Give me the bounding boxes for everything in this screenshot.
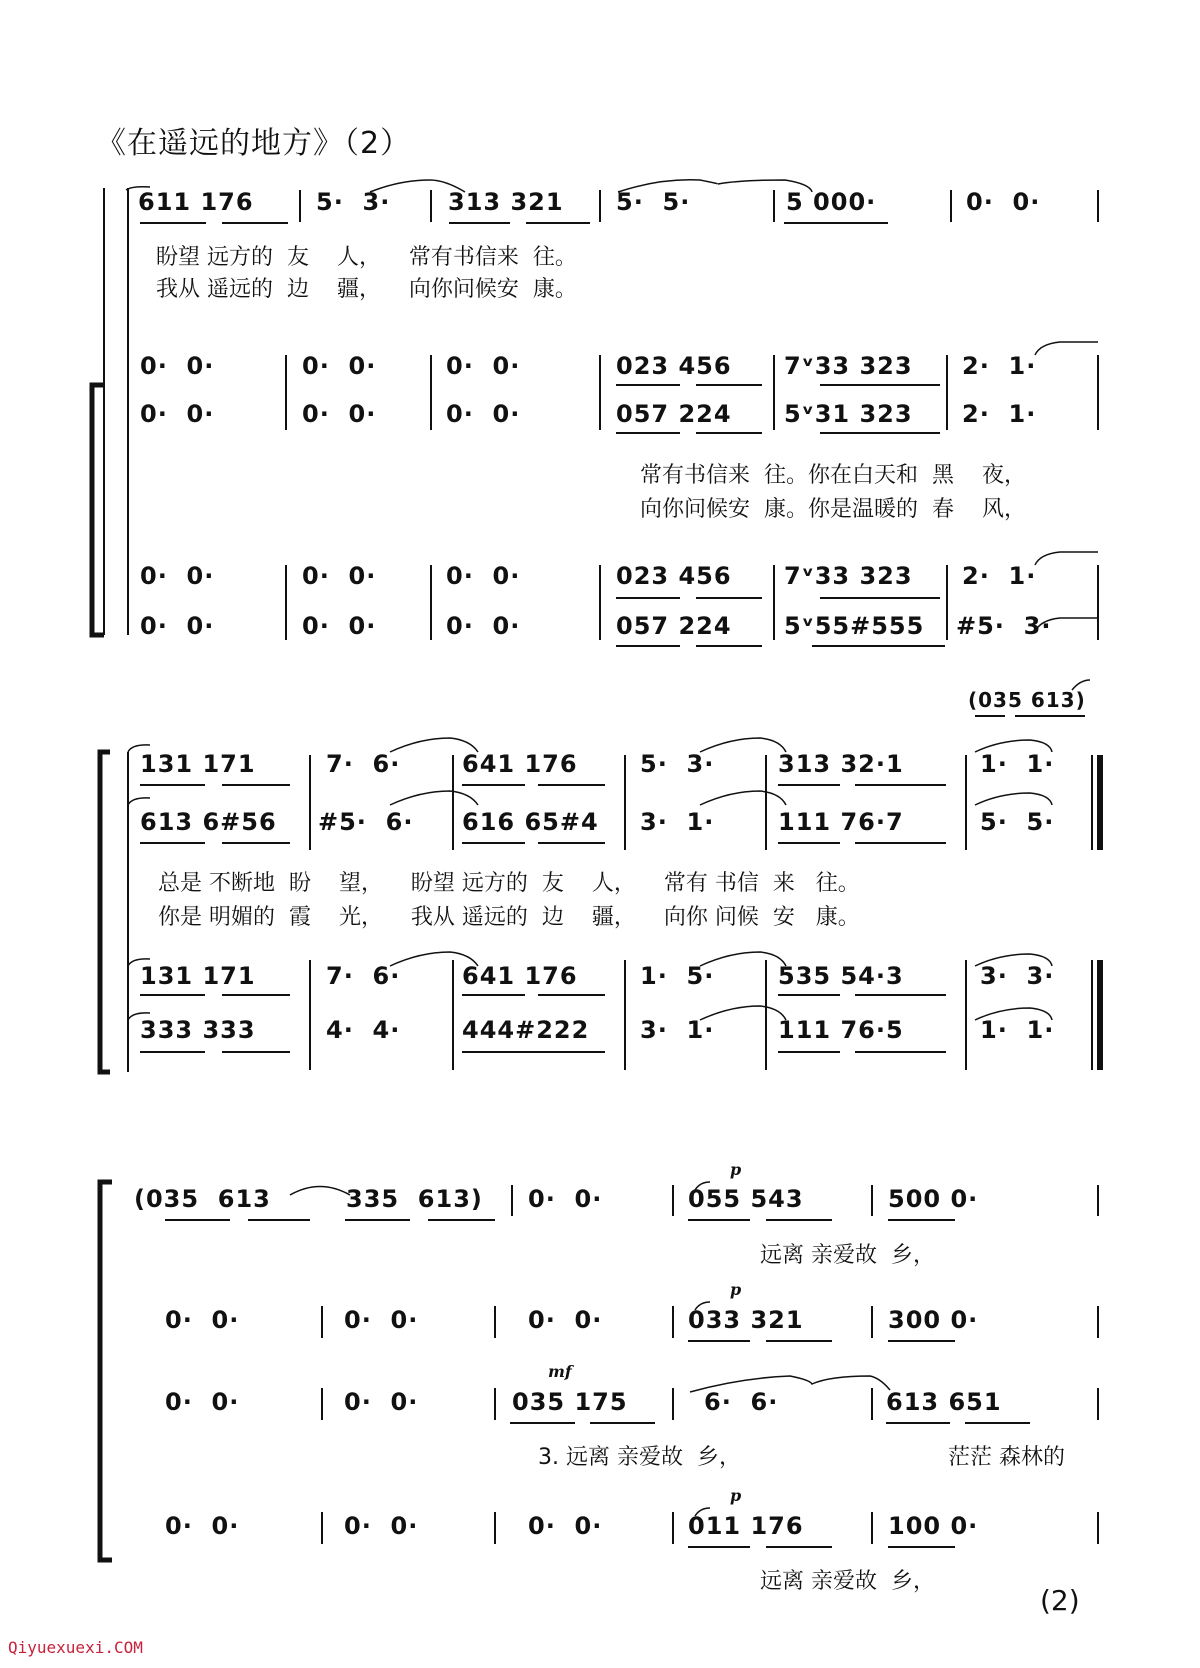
measure: 3· 1· — [640, 808, 715, 836]
dynamic-mark: p — [730, 1160, 742, 1179]
measure: 0· 0· — [165, 1306, 240, 1334]
measure: 611 176 — [138, 188, 254, 216]
measure: 5· 3· — [316, 188, 391, 216]
page-number: (2) — [1040, 1584, 1080, 1617]
lyrics-verse-2: 我从 遥远的 边 疆， 向你问候安 康。 — [156, 277, 577, 302]
measure: 033 321 — [688, 1306, 804, 1334]
dynamic-mark: mf — [548, 1362, 572, 1381]
lyrics: 茫茫 森林的 — [948, 1445, 1065, 1470]
measure: 2· 1· — [962, 352, 1037, 380]
measure: 641 176 — [462, 962, 578, 990]
dynamic-mark: p — [730, 1486, 742, 1505]
measure: 444#222 — [462, 1016, 590, 1044]
lyrics: 远离 亲爱故 乡， — [760, 1569, 935, 1594]
measure: 500 0· — [888, 1185, 979, 1213]
s2-slurs — [128, 680, 1090, 1020]
measure: 5ᵛ55#555 — [784, 612, 925, 640]
measure: 7· 6· — [326, 962, 401, 990]
measure: 0· 0· — [302, 562, 377, 590]
s2-repeat-bars — [1092, 755, 1100, 1070]
measure: 0· 0· — [446, 400, 521, 428]
measure: 131 171 — [140, 962, 256, 990]
measure: 0· 0· — [302, 612, 377, 640]
cue-notes: (035 613) — [968, 688, 1086, 712]
measure: 0· 0· — [140, 352, 215, 380]
measure: 0· 0· — [140, 562, 215, 590]
measure: 0· 0· — [344, 1512, 419, 1540]
choir-brace-bracket — [92, 385, 104, 635]
measure: #5· 6· — [318, 808, 414, 836]
measure: 0· 0· — [446, 352, 521, 380]
s3-beams — [165, 1220, 1030, 1547]
measure: 1· 1· — [980, 1016, 1055, 1044]
measure: 613 651 — [886, 1388, 1002, 1416]
lyrics: 3. 远离 亲爱故 乡， — [538, 1445, 741, 1470]
measure: 0· 0· — [140, 612, 215, 640]
measure: (035 613 — [134, 1185, 271, 1213]
measure: 111 76·7 — [778, 808, 904, 836]
system2-bracket — [100, 752, 110, 1072]
measure: 3· 3· — [980, 962, 1055, 990]
choir-lyrics-verse-2: 向你问候安 康。你是温暖的 春 风， — [640, 497, 1026, 522]
lyrics-verse-1: 盼望 远方的 友 人， 常有书信来 往。 — [156, 245, 577, 270]
score-title: 《在遥远的地方》（2） — [96, 126, 412, 161]
measure: 5· 3· — [640, 750, 715, 778]
measure: 3· 1· — [640, 1016, 715, 1044]
measure: 011 176 — [688, 1512, 804, 1540]
choir-lyrics-verse-1: 常有书信来 往。你在白天和 黑 夜， — [640, 463, 1026, 488]
measure: 057 224 — [616, 400, 732, 428]
lyrics-verse-2: 你是 明媚的 霞 光， 我从 遥远的 边 疆， 向你 问候 安 康。 — [158, 905, 860, 930]
measure: 7ᵛ33 323 — [784, 352, 913, 380]
measure: 5 000· — [786, 188, 877, 216]
measure: 2· 1· — [962, 562, 1037, 590]
measure: 6· 6· — [704, 1388, 779, 1416]
measure: 0· 0· — [446, 562, 521, 590]
measure: #5· 3· — [956, 612, 1052, 640]
measure: 333 333 — [140, 1016, 256, 1044]
measure: 0· 0· — [165, 1388, 240, 1416]
measure: 100 0· — [888, 1512, 979, 1540]
measure: 0· 0· — [528, 1185, 603, 1213]
measure: 0· 0· — [446, 612, 521, 640]
measure: 0· 0· — [344, 1306, 419, 1334]
measure: 4· 4· — [326, 1016, 401, 1044]
measure: 313 32·1 — [778, 750, 904, 778]
measure: 7ᵛ33 323 — [784, 562, 913, 590]
measure: 641 176 — [462, 750, 578, 778]
lyrics: 远离 亲爱故 乡， — [760, 1243, 935, 1268]
measure: 0· 0· — [165, 1512, 240, 1540]
lyrics-verse-1: 总是 不断地 盼 望， 盼望 远方的 友 人， 常有 书信 来 往。 — [158, 871, 860, 896]
measure: 616 65#4 — [462, 808, 599, 836]
measure: 0· 0· — [140, 400, 215, 428]
measure: 335 613) — [346, 1185, 483, 1213]
measure: 5ᵛ31 323 — [784, 400, 913, 428]
measure: 0· 0· — [528, 1306, 603, 1334]
s3-barlines — [322, 1185, 1098, 1544]
measure: 111 76·5 — [778, 1016, 904, 1044]
dynamic-mark: p — [730, 1280, 742, 1299]
measure: 1· 1· — [980, 750, 1055, 778]
measure: 0· 0· — [966, 188, 1041, 216]
measure: 613 6#56 — [140, 808, 277, 836]
measure: 1· 5· — [640, 962, 715, 990]
measure: 0· 0· — [344, 1388, 419, 1416]
measure: 5· 5· — [616, 188, 691, 216]
system3-bracket — [100, 1182, 112, 1560]
measure: 0· 0· — [302, 400, 377, 428]
measure: 023 456 — [616, 352, 732, 380]
site-watermark: Qiyuexuexi.COM — [8, 1638, 143, 1657]
measure: 057 224 — [616, 612, 732, 640]
measure: 0· 0· — [528, 1512, 603, 1540]
measure: 535 54·3 — [778, 962, 904, 990]
measure: 035 175 — [512, 1388, 628, 1416]
measure: 7· 6· — [326, 750, 401, 778]
measure: 5· 5· — [980, 808, 1055, 836]
measure: 055 543 — [688, 1185, 804, 1213]
measure: 313 321 — [448, 188, 564, 216]
measure: 023 456 — [616, 562, 732, 590]
measure: 0· 0· — [302, 352, 377, 380]
measure: 131 171 — [140, 750, 256, 778]
measure: 2· 1· — [962, 400, 1037, 428]
measure: 300 0· — [888, 1306, 979, 1334]
